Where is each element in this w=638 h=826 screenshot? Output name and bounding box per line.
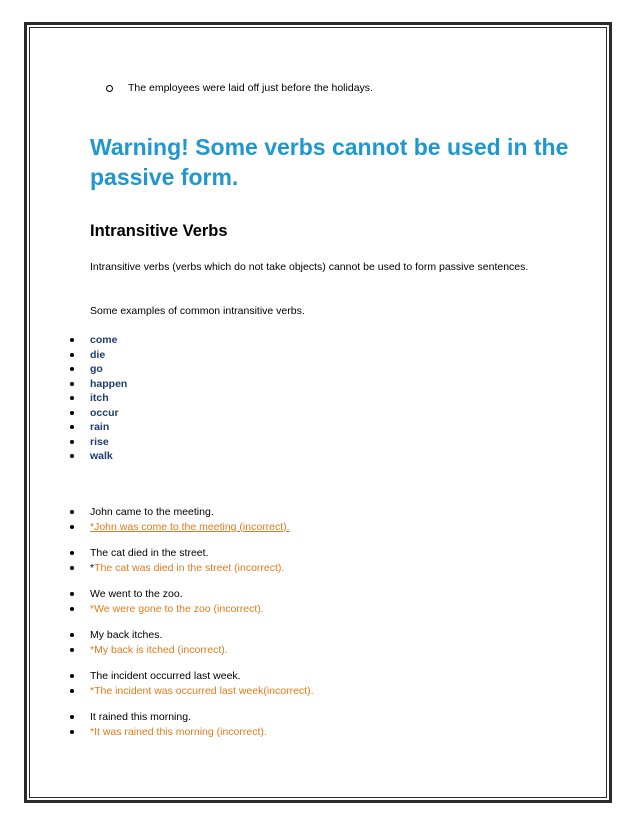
example-sentence-list [70, 505, 314, 739]
verb-item [70, 449, 127, 464]
bullet-icon [70, 367, 74, 371]
sentence-text: *The incident was occurred last week(incorrect). [90, 684, 314, 697]
verb-label: die [90, 348, 106, 361]
sentence-text: The cat died in the street. [90, 547, 209, 559]
bullet-icon [70, 592, 74, 596]
correct-sentence [70, 505, 314, 520]
bullet-icon [70, 510, 74, 514]
incorrect-sentence [70, 684, 314, 699]
sentence-text: The incident occurred last week. [90, 670, 241, 682]
warning-heading: Warning! Some verbs cannot be used in the passive form. [90, 134, 569, 190]
examples-intro: Some examples of common intransitive verbs. [90, 305, 305, 317]
incorrect-sentence [70, 725, 314, 740]
sentence-text: *It was rained this morning (incorrect). [90, 725, 267, 738]
correct-sentence [70, 628, 314, 643]
verb-item [70, 377, 127, 392]
incorrect-sentence [70, 520, 314, 535]
sentence-text: *My back is itched (incorrect). [90, 643, 228, 656]
sentence-text: My back itches. [90, 629, 163, 641]
bullet-icon [70, 689, 74, 693]
bullet-icon [70, 566, 74, 570]
bullet-icon [70, 338, 74, 342]
sentence-text: *John was come to the meeting (incorrect). [90, 520, 290, 533]
sentence-text: It rained this morning. [90, 711, 191, 723]
bullet-icon [70, 411, 74, 415]
bullet-icon [70, 648, 74, 652]
verb-list [70, 333, 127, 464]
verb-item [70, 406, 127, 421]
verb-item [70, 420, 127, 435]
correct-sentence [70, 669, 314, 684]
sentence-text: John came to the meeting. [90, 506, 214, 518]
verb-label: come [90, 334, 118, 346]
verb-label: occur [90, 406, 119, 419]
verb-item [70, 348, 127, 363]
verb-item [70, 435, 127, 450]
verb-label: happen [90, 377, 128, 390]
verb-label: rise [90, 435, 109, 448]
bullet-icon [70, 454, 74, 458]
bullet-icon [70, 382, 74, 386]
verb-label: go [90, 363, 103, 375]
incorrect-sentence [70, 602, 314, 617]
verb-item [70, 333, 127, 348]
top-example-item [106, 82, 373, 94]
bullet-icon [70, 396, 74, 400]
bullet-icon [70, 633, 74, 637]
asterisk-prefix: * [90, 561, 95, 574]
sentence-text: We went to the zoo. [90, 588, 183, 600]
incorrect-sentence [70, 561, 314, 576]
correct-sentence [70, 546, 314, 561]
intro-paragraph: Intransitive verbs (verbs which do not take objects) cannot be used to form passive sentences. [90, 261, 529, 273]
bullet-icon [70, 525, 74, 529]
hollow-circle-bullet-icon [106, 85, 113, 92]
top-example-text: The employees were laid off just before the holidays. [128, 82, 373, 94]
bullet-icon [70, 607, 74, 611]
verb-label: walk [90, 450, 113, 462]
verb-label: itch [90, 392, 109, 404]
verb-label: rain [90, 421, 110, 433]
bullet-icon [70, 551, 74, 555]
correct-sentence [70, 587, 314, 602]
verb-item [70, 362, 127, 377]
incorrect-sentence [70, 643, 314, 658]
bullet-icon [70, 715, 74, 719]
bullet-icon [70, 353, 74, 357]
bullet-icon [70, 440, 74, 444]
correct-sentence [70, 710, 314, 725]
sentence-text: The cat was died in the street (incorrect). [94, 561, 285, 574]
bullet-icon [70, 730, 74, 734]
verb-item [70, 391, 127, 406]
sentence-text: *We were gone to the zoo (incorrect). [90, 602, 264, 615]
bullet-icon [70, 674, 74, 678]
section-heading: Intransitive Verbs [90, 222, 228, 240]
bullet-icon [70, 425, 74, 429]
